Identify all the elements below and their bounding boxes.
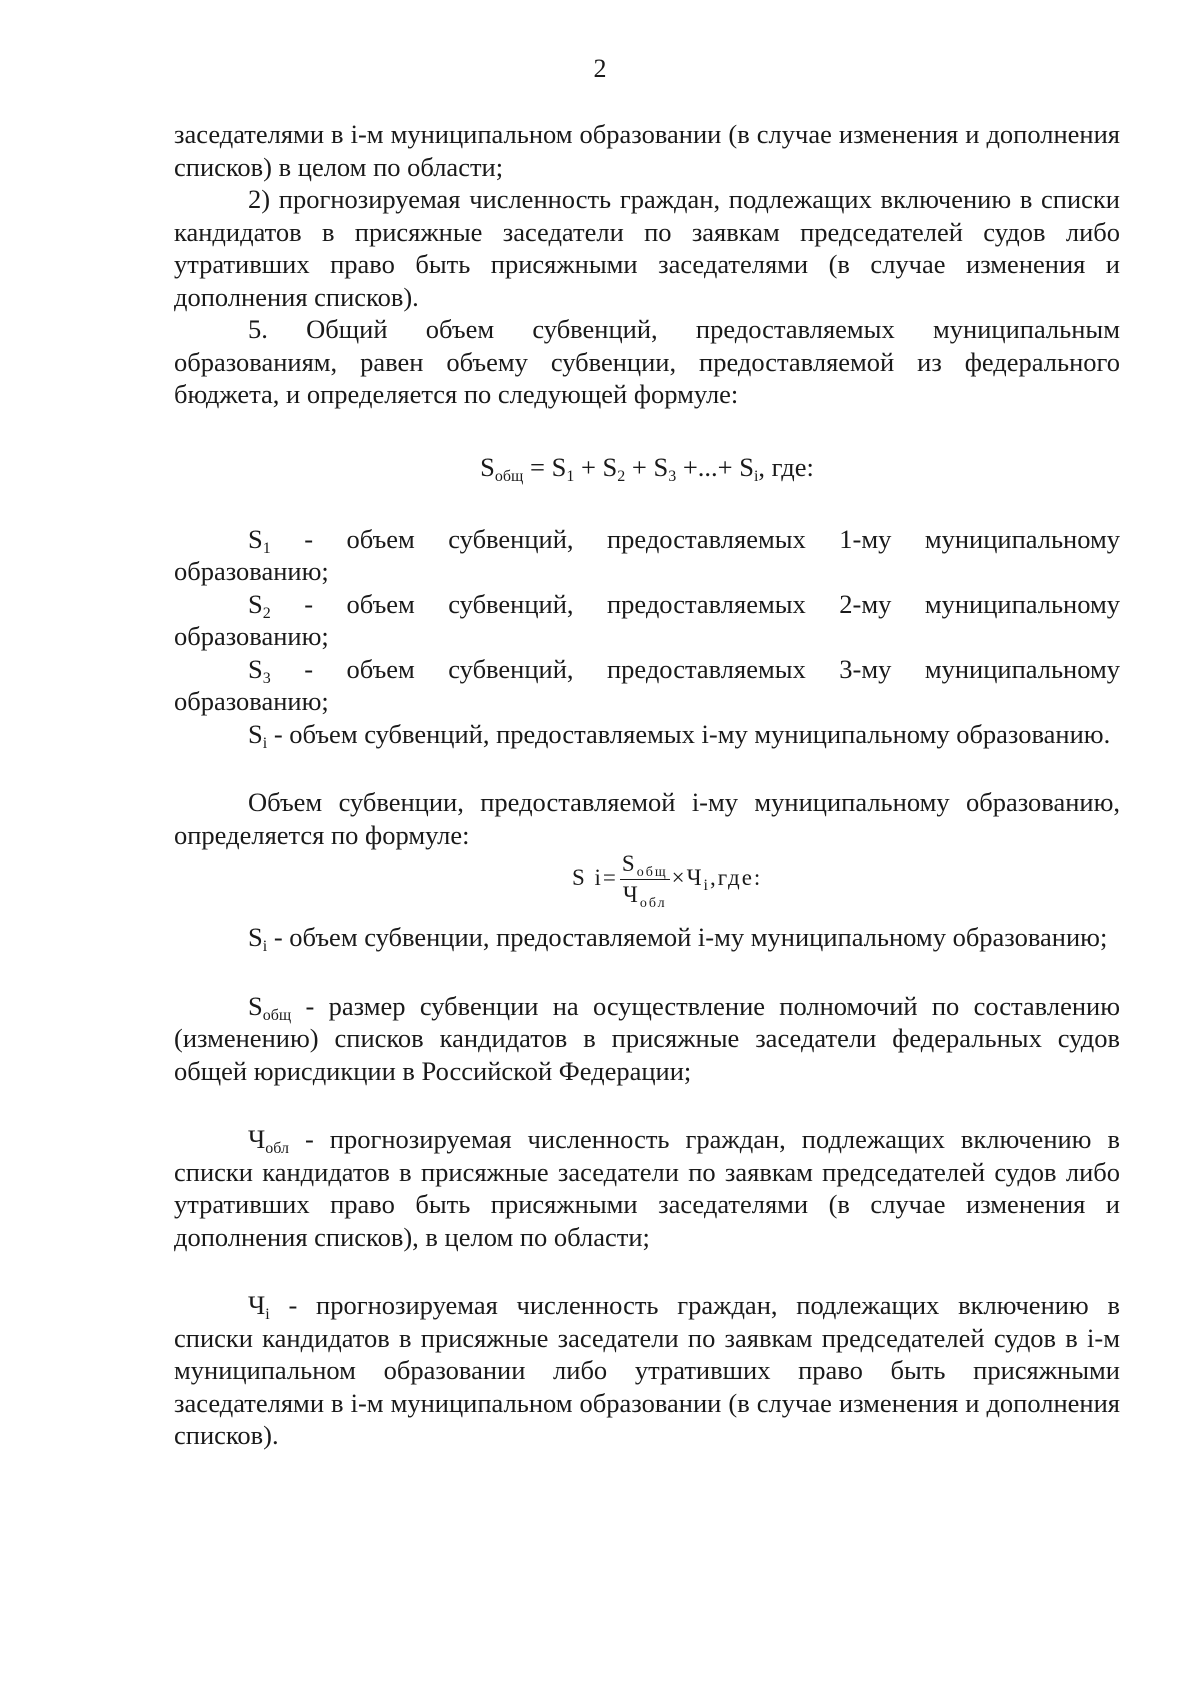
formula-total: $S_{общ} = S_1 + S_2 + S_3$ +...+ $S_i$, где: <box>480 451 814 485</box>
definition2-sobsh: $S_{общ}$ - размер субвенции на осуществление полномочий по составлению (изменению) списков кандидатов в присяжные заседатели федеральных судов общей юрисдикции в Российской Федерации; <box>174 990 1120 1086</box>
fraction-numerator: $S_{общ}$ <box>621 851 668 880</box>
paragraph-volume: Объем субвенции, предоставляемой i-му муниципальному образованию, определяется по формуле: <box>174 787 1120 850</box>
formula-si-tail: ,где: <box>709 864 763 890</box>
definition-s2: $S_2$ - объем субвенций, предоставляемых 2-му муниципальному образованию; <box>174 588 1120 651</box>
definition2-chi: $Ч_i$ - прогнозируемая численность граждан, подлежащих включению в списки кандидатов в присяжные заседатели по заявкам председателей судов в i-м муниципальном образовании либо утративших право быть присяжными заседателями в i-м муниципальном образовании (в случае изменения и дополнения списков). <box>174 1290 1120 1450</box>
formula-fraction <box>620 851 670 911</box>
formula-si-lhs: S i= <box>572 864 618 890</box>
definition2-chobl: $Ч_{обл}$ - прогнозируемая численность граждан, подлежащих включению в списки кандидатов в присяжные заседатели по заявкам председателей судов либо утративших право быть присяжными заседателями (в случае изменения и дополнения списков), в целом по области; <box>174 1124 1120 1252</box>
paragraph-continued: заседателями в i-м муниципальном образовании (в случае изменения и дополнения списков) в целом по области; <box>174 119 1120 182</box>
page-number: 2 <box>593 54 607 83</box>
definition-s3: $S_3$ - объем субвенций, предоставляемых 3-му муниципальному образованию; <box>174 653 1120 716</box>
formula-si-multiplier: ×Ч <box>671 864 704 890</box>
definition-si: $S_i$ - объем субвенций, предоставляемых i-му муниципальному образованию. <box>248 718 1111 752</box>
paragraph-item-5: 5. Общий объем субвенций, предоставляемых муниципальным образованиям, равен объему субвенции, предоставляемой из федерального бюджета, и определяется по следующей формуле: <box>174 314 1120 409</box>
formula-si <box>174 851 1120 921</box>
document-body <box>174 118 1120 1452</box>
definition-s1: $S_1$ - объем субвенций, предоставляемых 1-му муниципальному образованию; <box>174 523 1120 586</box>
fraction-denominator: $Ч_{обл}$ <box>622 882 667 911</box>
paragraph-item-2: 2) прогнозируемая численность граждан, подлежащих включению в списки кандидатов в присяжные заседатели по заявкам председателей судов либо утративших право быть присяжными заседателями (в случае изменения и дополнения списков). <box>174 184 1120 312</box>
formula-si-expression: S i= $\frac{S_{общ}}{Ч_{обл}}$ $\times Ч_i,где$: <box>572 851 763 911</box>
definition2-si: $S_i$ - объем субвенции, предоставляемой i-му муниципальному образованию; <box>248 922 1108 955</box>
